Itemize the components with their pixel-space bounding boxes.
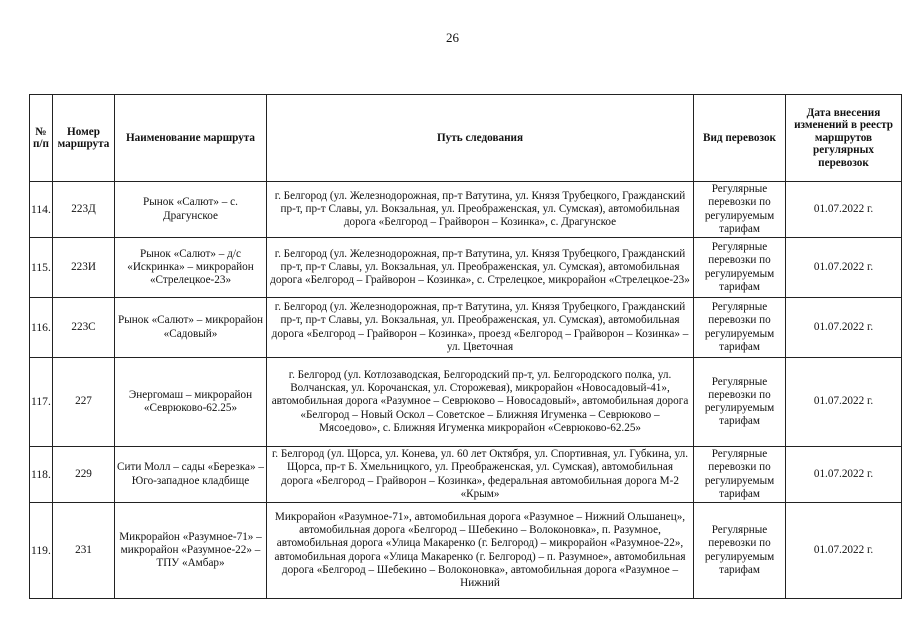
table-row [30,447,902,503]
table-row [30,298,902,358]
row-path: Микрорайон «Разумное-71», автомобильная дорога «Разумное – Нижний Ольшанец», автомобильная дорога «Белгород – Шебекино – Волоконовка», п. Разумное, автомобильная дорога «Улица Макаренко (г. Белгород) – микрорайон «Разумное-22», автомобильная дорога «Улица Макаренко (г. Белгород) – п. Разумное», автомобильная дорога «Белгород – Шебекино – Волоконовка», автомобильная дорога «Разумное – Нижний [267,503,694,599]
row-route-number: 223И [53,238,115,298]
row-num: 117. [30,358,53,447]
row-date: 01.07.2022 г. [786,238,902,298]
header-num: № п/п [30,95,53,182]
table-header-row [30,95,902,182]
row-date: 01.07.2022 г. [786,358,902,447]
row-route-number: 229 [53,447,115,503]
row-num: 119. [30,503,53,599]
row-num: 116. [30,298,53,358]
row-transport-type: Регулярные перевозки по регулируемым тарифам [694,238,786,298]
header-transport-type: Вид перевозок [694,95,786,182]
header-date: Дата внесения изменений в реестр маршрутов регулярных перевозок [786,95,902,182]
row-path: г. Белгород (ул. Железнодорожная, пр-т Ватутина, ул. Князя Трубецкого, Гражданский пр-т, пр-т Славы, ул. Вокзальная, ул. Преображенская, ул. Сумская), автомобильная дорога «Белгород – Грайворон – Козинка», проезд «Белгород – Грайворон – Козинка» – ул. Цветочная [267,298,694,358]
row-date: 01.07.2022 г. [786,447,902,503]
table-row [30,182,902,238]
header-route-number: Номер маршрута [53,95,115,182]
header-route-name: Наименование маршрута [115,95,267,182]
row-num: 114. [30,182,53,238]
row-route-name: Рынок «Салют» – микрорайон «Садовый» [115,298,267,358]
header-path: Путь следования [267,95,694,182]
row-route-name: Сити Молл – сады «Березка» – Юго-западное кладбище [115,447,267,503]
table-row [30,358,902,447]
row-transport-type: Регулярные перевозки по регулируемым тарифам [694,298,786,358]
row-path: г. Белгород (ул. Котлозаводская, Белгородский пр-т, ул. Белгородского полка, ул. Волчанская, ул. Корочанская, ул. Сторожевая), микрорайон «Новосадовый-41», автомобильная дорога «Разумное – Севрюково – Новосадовый», автомобильная дорога «Белгород – Новый Оскол – Советское – Ближняя Игуменка – Севрюково – Мясоедово», с. Ближняя Игуменка микрорайон «Севрюково-62.25» [267,358,694,447]
row-route-number: 227 [53,358,115,447]
row-num: 118. [30,447,53,503]
row-transport-type: Регулярные перевозки по регулируемым тарифам [694,447,786,503]
row-path: г. Белгород (ул. Железнодорожная, пр-т Ватутина, ул. Князя Трубецкого, Гражданский пр-т, пр-т Славы, ул. Вокзальная, ул. Преображенская, ул. Сумская), автомобильная дорога «Белгород – Грайворон – Козинка», с. Стрелецкое, микрорайон «Стрелецкое-23» [267,238,694,298]
row-path: г. Белгород (ул. Щорса, ул. Конева, ул. 60 лет Октября, ул. Спортивная, ул. Губкина, ул. Щорса, пр-т Б. Хмельницкого, ул. Преображенская, ул. Сумская), автомобильная дорога «Белгород – Грайворон – Козинка», федеральная автомобильная дорога М-2 «Крым» [267,447,694,503]
row-route-name: Энергомаш – микрорайон «Севрюково-62.25» [115,358,267,447]
table-row [30,238,902,298]
row-route-number: 231 [53,503,115,599]
row-transport-type: Регулярные перевозки по регулируемым тарифам [694,182,786,238]
row-date: 01.07.2022 г. [786,503,902,599]
table-row [30,503,902,599]
row-route-number: 223С [53,298,115,358]
row-transport-type: Регулярные перевозки по регулируемым тарифам [694,358,786,447]
routes-table [29,94,902,599]
row-transport-type: Регулярные перевозки по регулируемым тарифам [694,503,786,599]
row-route-number: 223Д [53,182,115,238]
row-date: 01.07.2022 г. [786,298,902,358]
page-number: 26 [446,30,459,45]
row-route-name: Рынок «Салют» – д/с «Искринка» – микрорайон «Стрелецкое-23» [115,238,267,298]
row-route-name: Рынок «Салют» – с. Драгунское [115,182,267,238]
row-num: 115. [30,238,53,298]
row-date: 01.07.2022 г. [786,182,902,238]
row-route-name: Микрорайон «Разумное-71» – микрорайон «Разумное-22» – ТПУ «Амбар» [115,503,267,599]
row-path: г. Белгород (ул. Железнодорожная, пр-т Ватутина, ул. Князя Трубецкого, Гражданский пр-т, пр-т Славы, ул. Вокзальная, ул. Преображенская, ул. Сумская), автомобильная дорога «Белгород – Грайворон – Козинка», с. Драгунское [267,182,694,238]
